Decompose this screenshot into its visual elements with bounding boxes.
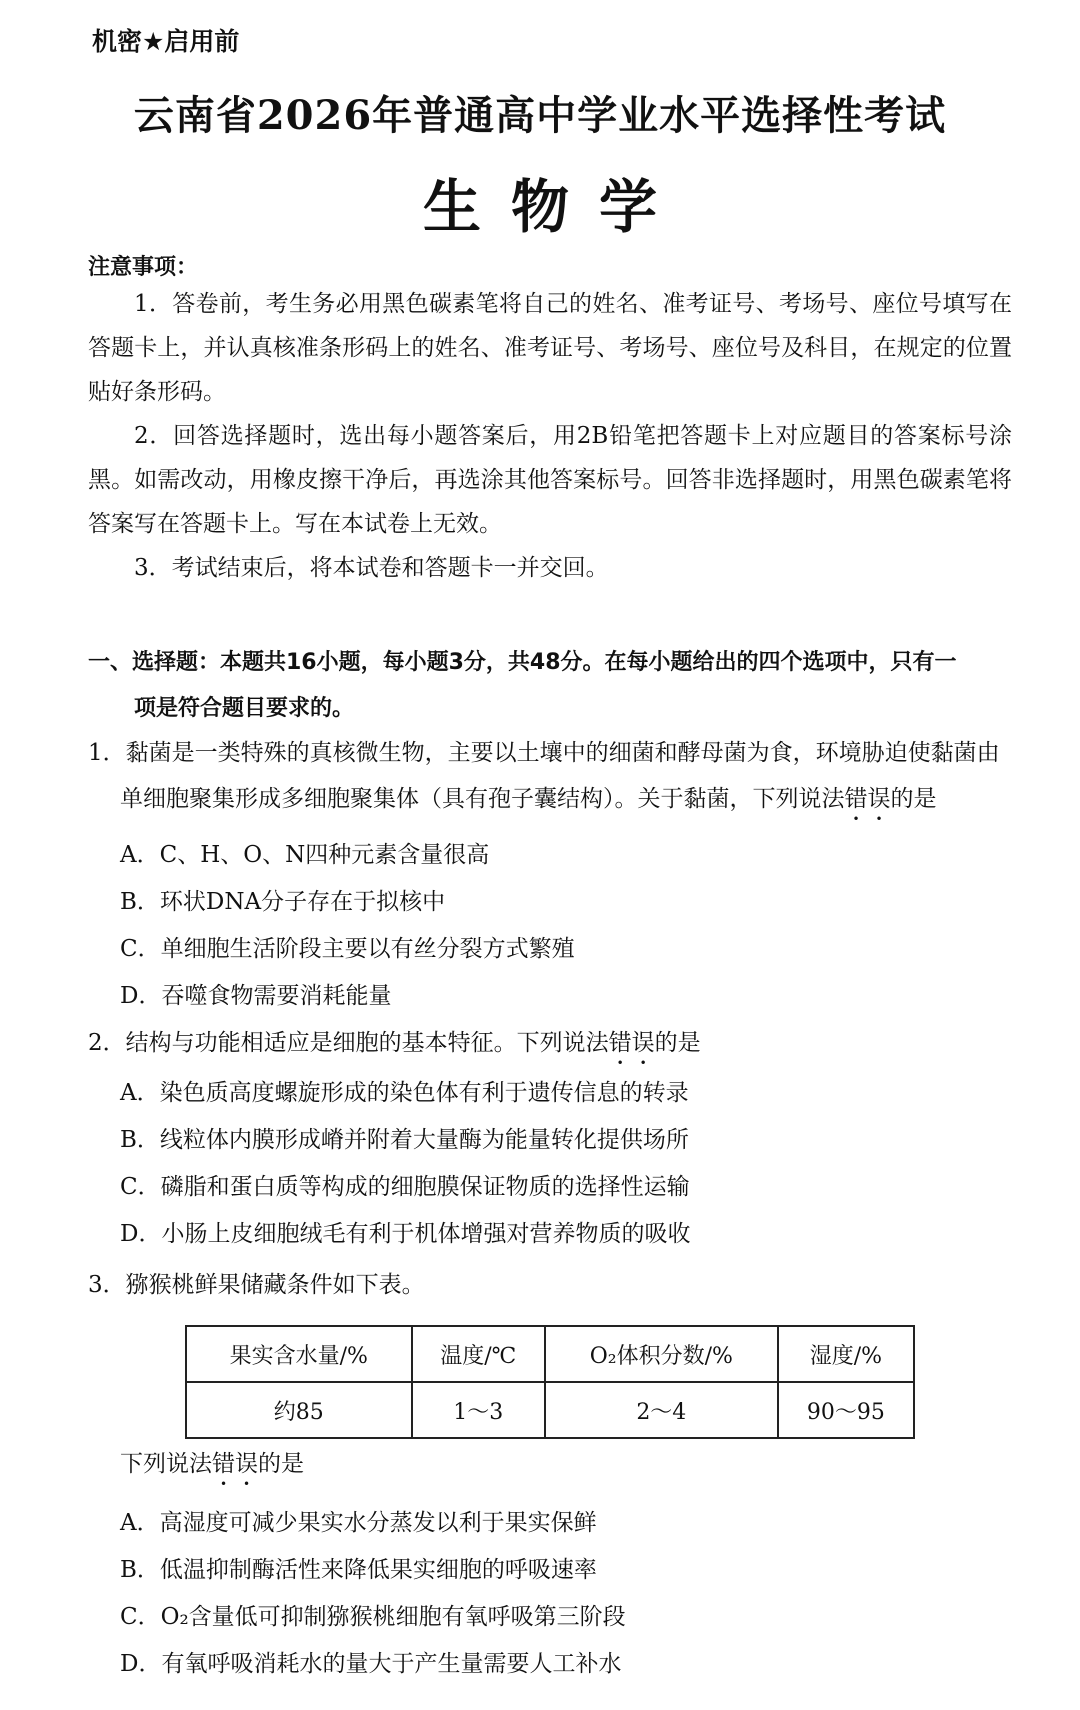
option-d: D．小肠上皮细胞绒毛有利于机体增强对营养物质的吸收 xyxy=(120,1221,691,1247)
table-cell: 约85 xyxy=(186,1382,412,1438)
notice-heading: 注意事项： xyxy=(88,255,199,280)
stem-text: 2．结构与功能相适应是细胞的基本特征。下列说法 xyxy=(88,1030,609,1056)
stem-text: 的是 xyxy=(890,786,937,812)
table-header-row xyxy=(186,1326,914,1382)
section-line-1: 一、选择题：本题共16小题，每小题3分，共48分。在每小题给出的四个选项中，只有一 xyxy=(88,650,957,675)
option-c: C．单细胞生活阶段主要以有丝分裂方式繁殖 xyxy=(120,936,575,962)
subject-title: 生物学 xyxy=(422,173,687,241)
question-3 xyxy=(88,1262,1012,1308)
option-c: C．磷脂和蛋白质等构成的细胞膜保证物质的选择性运输 xyxy=(120,1174,690,1200)
section-line-2: 项是符合题目要求的。 xyxy=(134,696,355,721)
secret-label: 机密★启用前 xyxy=(92,27,240,56)
stem-text: 下列说法 xyxy=(120,1451,212,1477)
option-b: B．低温抑制酶活性来降低果实细胞的呼吸速率 xyxy=(120,1557,597,1583)
stem-text: 的是 xyxy=(258,1451,304,1477)
question-1-stem xyxy=(88,730,1012,826)
notice-item: 1．答卷前，考生务必用黑色碳素笔将自己的姓名、准考证号、考场号、座位号填写在答题卡上，并认真核准条形码上的姓名、准考证号、考场号、座位号及科目，在规定的位置贴好条形码。 xyxy=(88,291,1012,405)
table-row xyxy=(186,1382,914,1438)
question-1 xyxy=(88,730,1012,1020)
section-heading xyxy=(88,640,1012,732)
table-header-cell: 果实含水量/% xyxy=(186,1326,412,1382)
notice-list xyxy=(88,282,1012,590)
table-cell: 2～4 xyxy=(545,1382,778,1438)
table-header-cell: 湿度/% xyxy=(778,1326,914,1382)
emphasis-word: 错误 xyxy=(608,1030,655,1056)
question-3-options xyxy=(88,1500,1012,1688)
option-a: A．染色质高度螺旋形成的染色体有利于遗传信息的转录 xyxy=(120,1080,689,1106)
option-d: D．吞噬食物需要消耗能量 xyxy=(120,983,392,1009)
storage-conditions-table xyxy=(185,1325,915,1439)
option-a: A．高湿度可减少果实水分蒸发以利于果实保鲜 xyxy=(120,1510,597,1536)
option-d: D．有氧呼吸消耗水的量大于产生量需要人工补水 xyxy=(120,1651,622,1677)
table-cell: 90～95 xyxy=(778,1382,914,1438)
stem-text: 的是 xyxy=(654,1030,701,1056)
emphasis-word: 错误 xyxy=(844,786,891,812)
question-2-stem xyxy=(88,1020,1012,1070)
question-3-prompt xyxy=(120,1445,304,1491)
table-cell: 1～3 xyxy=(412,1382,545,1438)
option-b: B．线粒体内膜形成嵴并附着大量酶为能量转化提供场所 xyxy=(120,1127,689,1153)
option-a: A．C、H、O、N四种元素含量很高 xyxy=(120,842,490,868)
emphasis-word: 错误 xyxy=(212,1451,258,1477)
question-3-stem: 3．猕猴桃鲜果储藏条件如下表。 xyxy=(88,1272,425,1298)
option-b: B．环状DNA分子存在于拟核中 xyxy=(120,889,446,915)
notice-item: 2．回答选择题时，选出每小题答案后，用2B铅笔把答题卡上对应题目的答案标号涂黑。如需改动，用橡皮擦干净后，再选涂其他答案标号。回答非选择题时，用黑色碳素笔将答案写在答题卡上。写在本试卷上无效。 xyxy=(88,423,1012,537)
notice-item: 3．考试结束后，将本试卷和答题卡一并交回。 xyxy=(134,555,609,581)
table-header-cell: 温度/℃ xyxy=(412,1326,545,1382)
exam-title: 云南省2026年普通高中学业水平选择性考试 xyxy=(133,92,947,139)
question-2 xyxy=(88,1020,1012,1258)
stem-text: 1．黏菌是一类特殊的真核微生物，主要以土壤中的细菌和酵母菌为食，环境胁迫使黏菌由单细胞聚集形成多细胞聚集体（具有孢子囊结构）。关于黏菌，下列说法 xyxy=(88,740,1000,812)
option-c: C．O₂含量低可抑制猕猴桃细胞有氧呼吸第三阶段 xyxy=(120,1604,626,1630)
table-header-cell: O₂体积分数/% xyxy=(545,1326,778,1382)
